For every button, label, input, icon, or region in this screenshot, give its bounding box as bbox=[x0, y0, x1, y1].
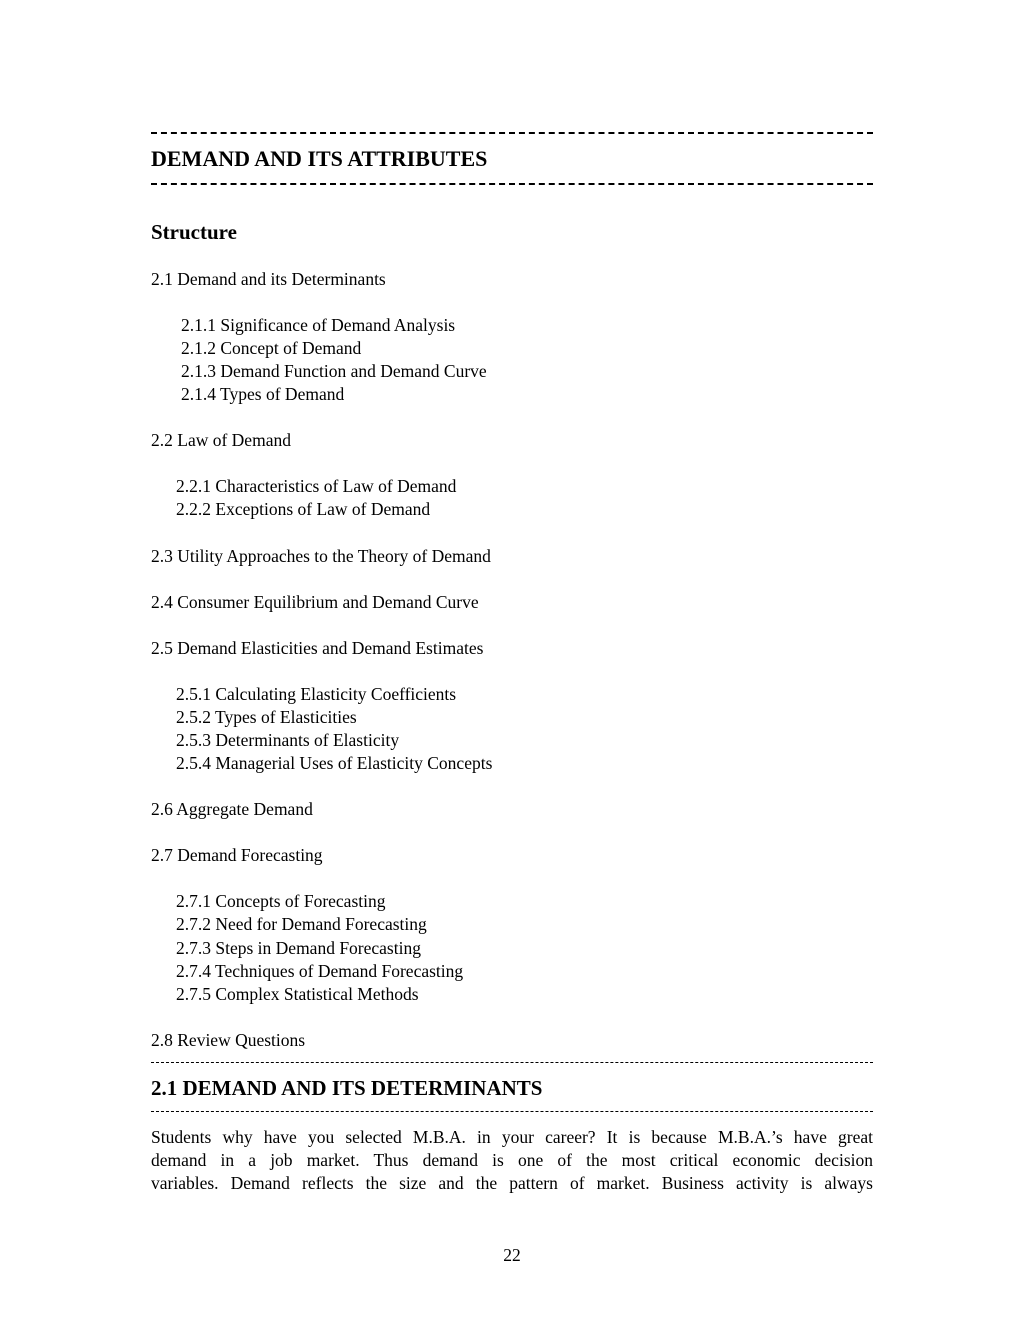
toc-item: 2.7.2 Need for Demand Forecasting bbox=[176, 914, 427, 934]
toc-item: 2.5.4 Managerial Uses of Elasticity Concepts bbox=[176, 753, 493, 773]
toc-item: 2.6 Aggregate Demand bbox=[151, 799, 313, 819]
section-heading: 2.1 DEMAND AND ITS DETERMINANTS bbox=[151, 1076, 543, 1100]
paragraph-line: demand in a job market. Thus demand is one of the most critical economic decision bbox=[151, 1150, 873, 1170]
toc-item: 2.7.4 Techniques of Demand Forecasting bbox=[176, 961, 464, 981]
paragraph-line: variables. Demand reflects the size and the pattern of market. Business activity is always bbox=[151, 1173, 873, 1193]
toc-item: 2.1.1 Significance of Demand Analysis bbox=[181, 315, 456, 335]
toc-item: 2.2 Law of Demand bbox=[151, 430, 291, 450]
toc-item: 2.1.4 Types of Demand bbox=[181, 384, 345, 404]
toc-item: 2.1.3 Demand Function and Demand Curve bbox=[181, 361, 487, 381]
toc-item: 2.7.5 Complex Statistical Methods bbox=[176, 984, 419, 1004]
toc-item: 2.5.2 Types of Elasticities bbox=[176, 707, 357, 727]
toc-item: 2.1 Demand and its Determinants bbox=[151, 269, 386, 289]
toc-item: 2.8 Review Questions bbox=[151, 1030, 306, 1050]
toc-item: 2.2.1 Characteristics of Law of Demand bbox=[176, 476, 457, 496]
toc-item: 2.3 Utility Approaches to the Theory of Demand bbox=[151, 546, 491, 566]
toc-item: 2.1.2 Concept of Demand bbox=[181, 338, 362, 358]
body-paragraph bbox=[151, 1126, 873, 1195]
toc-item: 2.7 Demand Forecasting bbox=[151, 845, 323, 865]
toc-item: 2.5 Demand Elasticities and Demand Estimates bbox=[151, 638, 484, 658]
title-rule-top bbox=[151, 132, 873, 134]
toc-item: 2.5.1 Calculating Elasticity Coefficients bbox=[176, 684, 457, 704]
toc-item: 2.7.3 Steps in Demand Forecasting bbox=[176, 938, 421, 958]
title-rule-bottom bbox=[151, 183, 873, 185]
paragraph-line: Students why have you selected M.B.A. in your career? It is because M.B.A.’s have great bbox=[151, 1127, 873, 1147]
toc-item: 2.5.3 Determinants of Elasticity bbox=[176, 730, 400, 750]
structure-heading: Structure bbox=[151, 220, 237, 244]
section-rule-bottom bbox=[151, 1111, 873, 1112]
page-number: 22 bbox=[503, 1245, 521, 1265]
toc-item: 2.4 Consumer Equilibrium and Demand Curve bbox=[151, 592, 479, 612]
toc-item: 2.7.1 Concepts of Forecasting bbox=[176, 891, 386, 911]
toc-item: 2.2.2 Exceptions of Law of Demand bbox=[176, 499, 431, 519]
chapter-title: DEMAND AND ITS ATTRIBUTES bbox=[151, 146, 488, 171]
section-rule-top bbox=[151, 1062, 873, 1063]
